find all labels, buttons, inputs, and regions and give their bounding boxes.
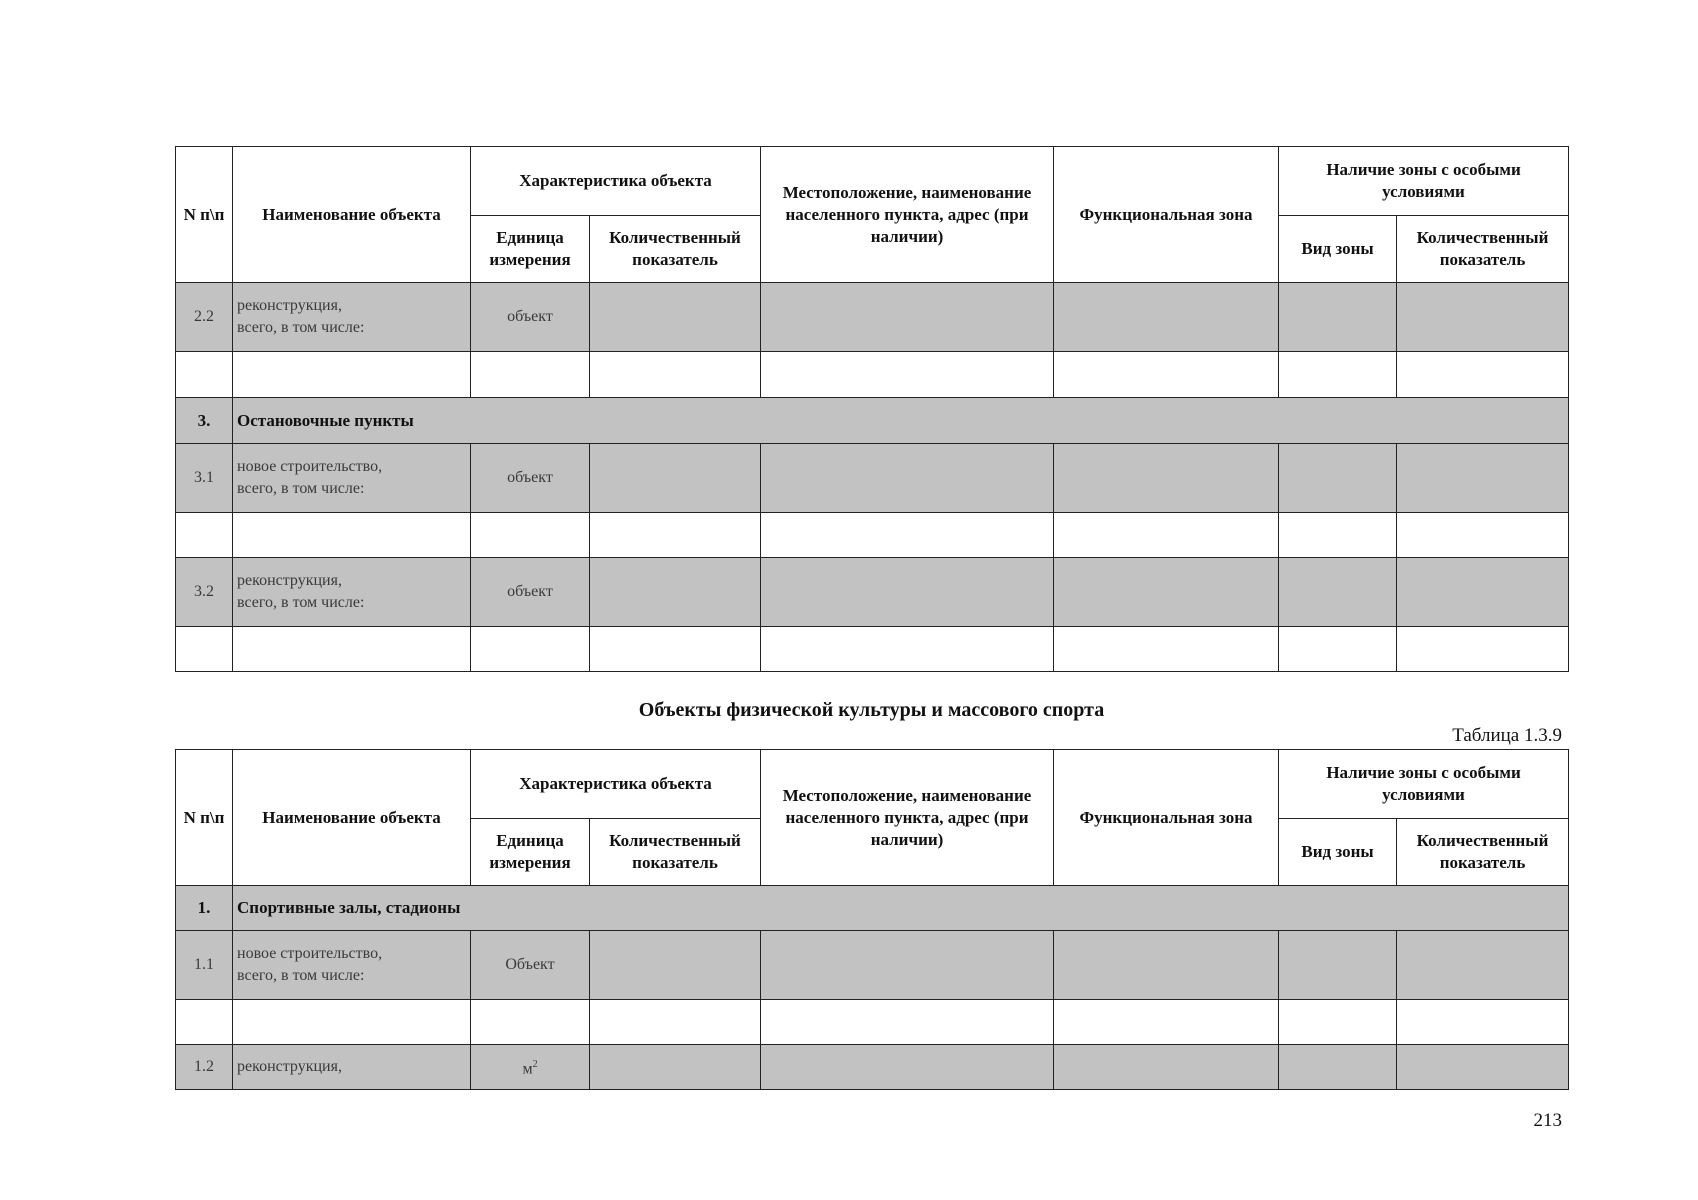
table-number: Таблица 1.3.9 — [1452, 725, 1562, 746]
row-unit: объект — [471, 444, 590, 513]
table-row — [176, 444, 1569, 513]
section-row — [176, 398, 1569, 444]
unit-superscript: 2 — [532, 1058, 538, 1070]
row-num: 3.1 — [176, 444, 233, 513]
header-characteristic: Характеристика объекта — [471, 147, 761, 216]
table-row — [176, 1045, 1569, 1090]
row-name: реконструкция, всего, в том числе: — [233, 558, 471, 627]
row-num: 1.1 — [176, 931, 233, 1000]
table-row-empty — [176, 513, 1569, 558]
row-unit: объект — [471, 283, 590, 352]
table-row — [176, 931, 1569, 1000]
row-name: новое строительство, всего, в том числе: — [233, 444, 471, 513]
header-zone-type: Вид зоны — [1279, 819, 1397, 886]
section-title: Объекты физической культуры и массового спорта — [638, 699, 1105, 721]
section-name: Спортивные залы, стадионы — [233, 886, 1569, 931]
table-continuation — [175, 146, 1569, 672]
header-name: Наименование объекта — [233, 750, 471, 886]
section-num: 1. — [176, 886, 233, 931]
row-num: 1.2 — [176, 1045, 233, 1090]
table-row — [176, 283, 1569, 352]
row-name: реконструкция, — [233, 1045, 471, 1090]
header-num: N п\п — [176, 147, 233, 283]
header-num: N п\п — [176, 750, 233, 886]
unit-text: м — [522, 1060, 533, 1078]
header-name: Наименование объекта — [233, 147, 471, 283]
header-unit: Единица измерения — [471, 216, 590, 283]
header-zone-quantity: Количественный показатель — [1397, 819, 1569, 886]
table-row-empty — [176, 1000, 1569, 1045]
row-unit: объект — [471, 558, 590, 627]
section-row — [176, 886, 1569, 931]
header-zone-quantity: Количественный показатель — [1397, 216, 1569, 283]
header-zone-type: Вид зоны — [1279, 216, 1397, 283]
table-sports-facilities — [175, 749, 1569, 1090]
row-unit — [471, 1045, 590, 1090]
header-special-zone: Наличие зоны с особыми условиями — [1279, 147, 1569, 216]
table-row-empty — [176, 352, 1569, 398]
table-row-empty — [176, 627, 1569, 672]
header-special-zone: Наличие зоны с особыми условиями — [1279, 750, 1569, 819]
header-unit: Единица измерения — [471, 819, 590, 886]
header-quantity: Количественный показатель — [590, 216, 761, 283]
page-number: 213 — [1533, 1110, 1562, 1131]
header-functional-zone: Функциональная зона — [1054, 147, 1279, 283]
row-name: новое строительство, всего, в том числе: — [233, 931, 471, 1000]
row-num: 3.2 — [176, 558, 233, 627]
row-name: реконструкция, всего, в том числе: — [233, 283, 471, 352]
header-location: Местоположение, наименование населенного пункта, адрес (при наличии) — [761, 147, 1054, 283]
row-unit: Объект — [471, 931, 590, 1000]
table-row — [176, 558, 1569, 627]
section-name: Остановочные пункты — [233, 398, 1569, 444]
header-quantity: Количественный показатель — [590, 819, 761, 886]
section-num: 3. — [176, 398, 233, 444]
row-num: 2.2 — [176, 283, 233, 352]
header-location: Местоположение, наименование населенного пункта, адрес (при наличии) — [761, 750, 1054, 886]
header-characteristic: Характеристика объекта — [471, 750, 761, 819]
header-functional-zone: Функциональная зона — [1054, 750, 1279, 886]
